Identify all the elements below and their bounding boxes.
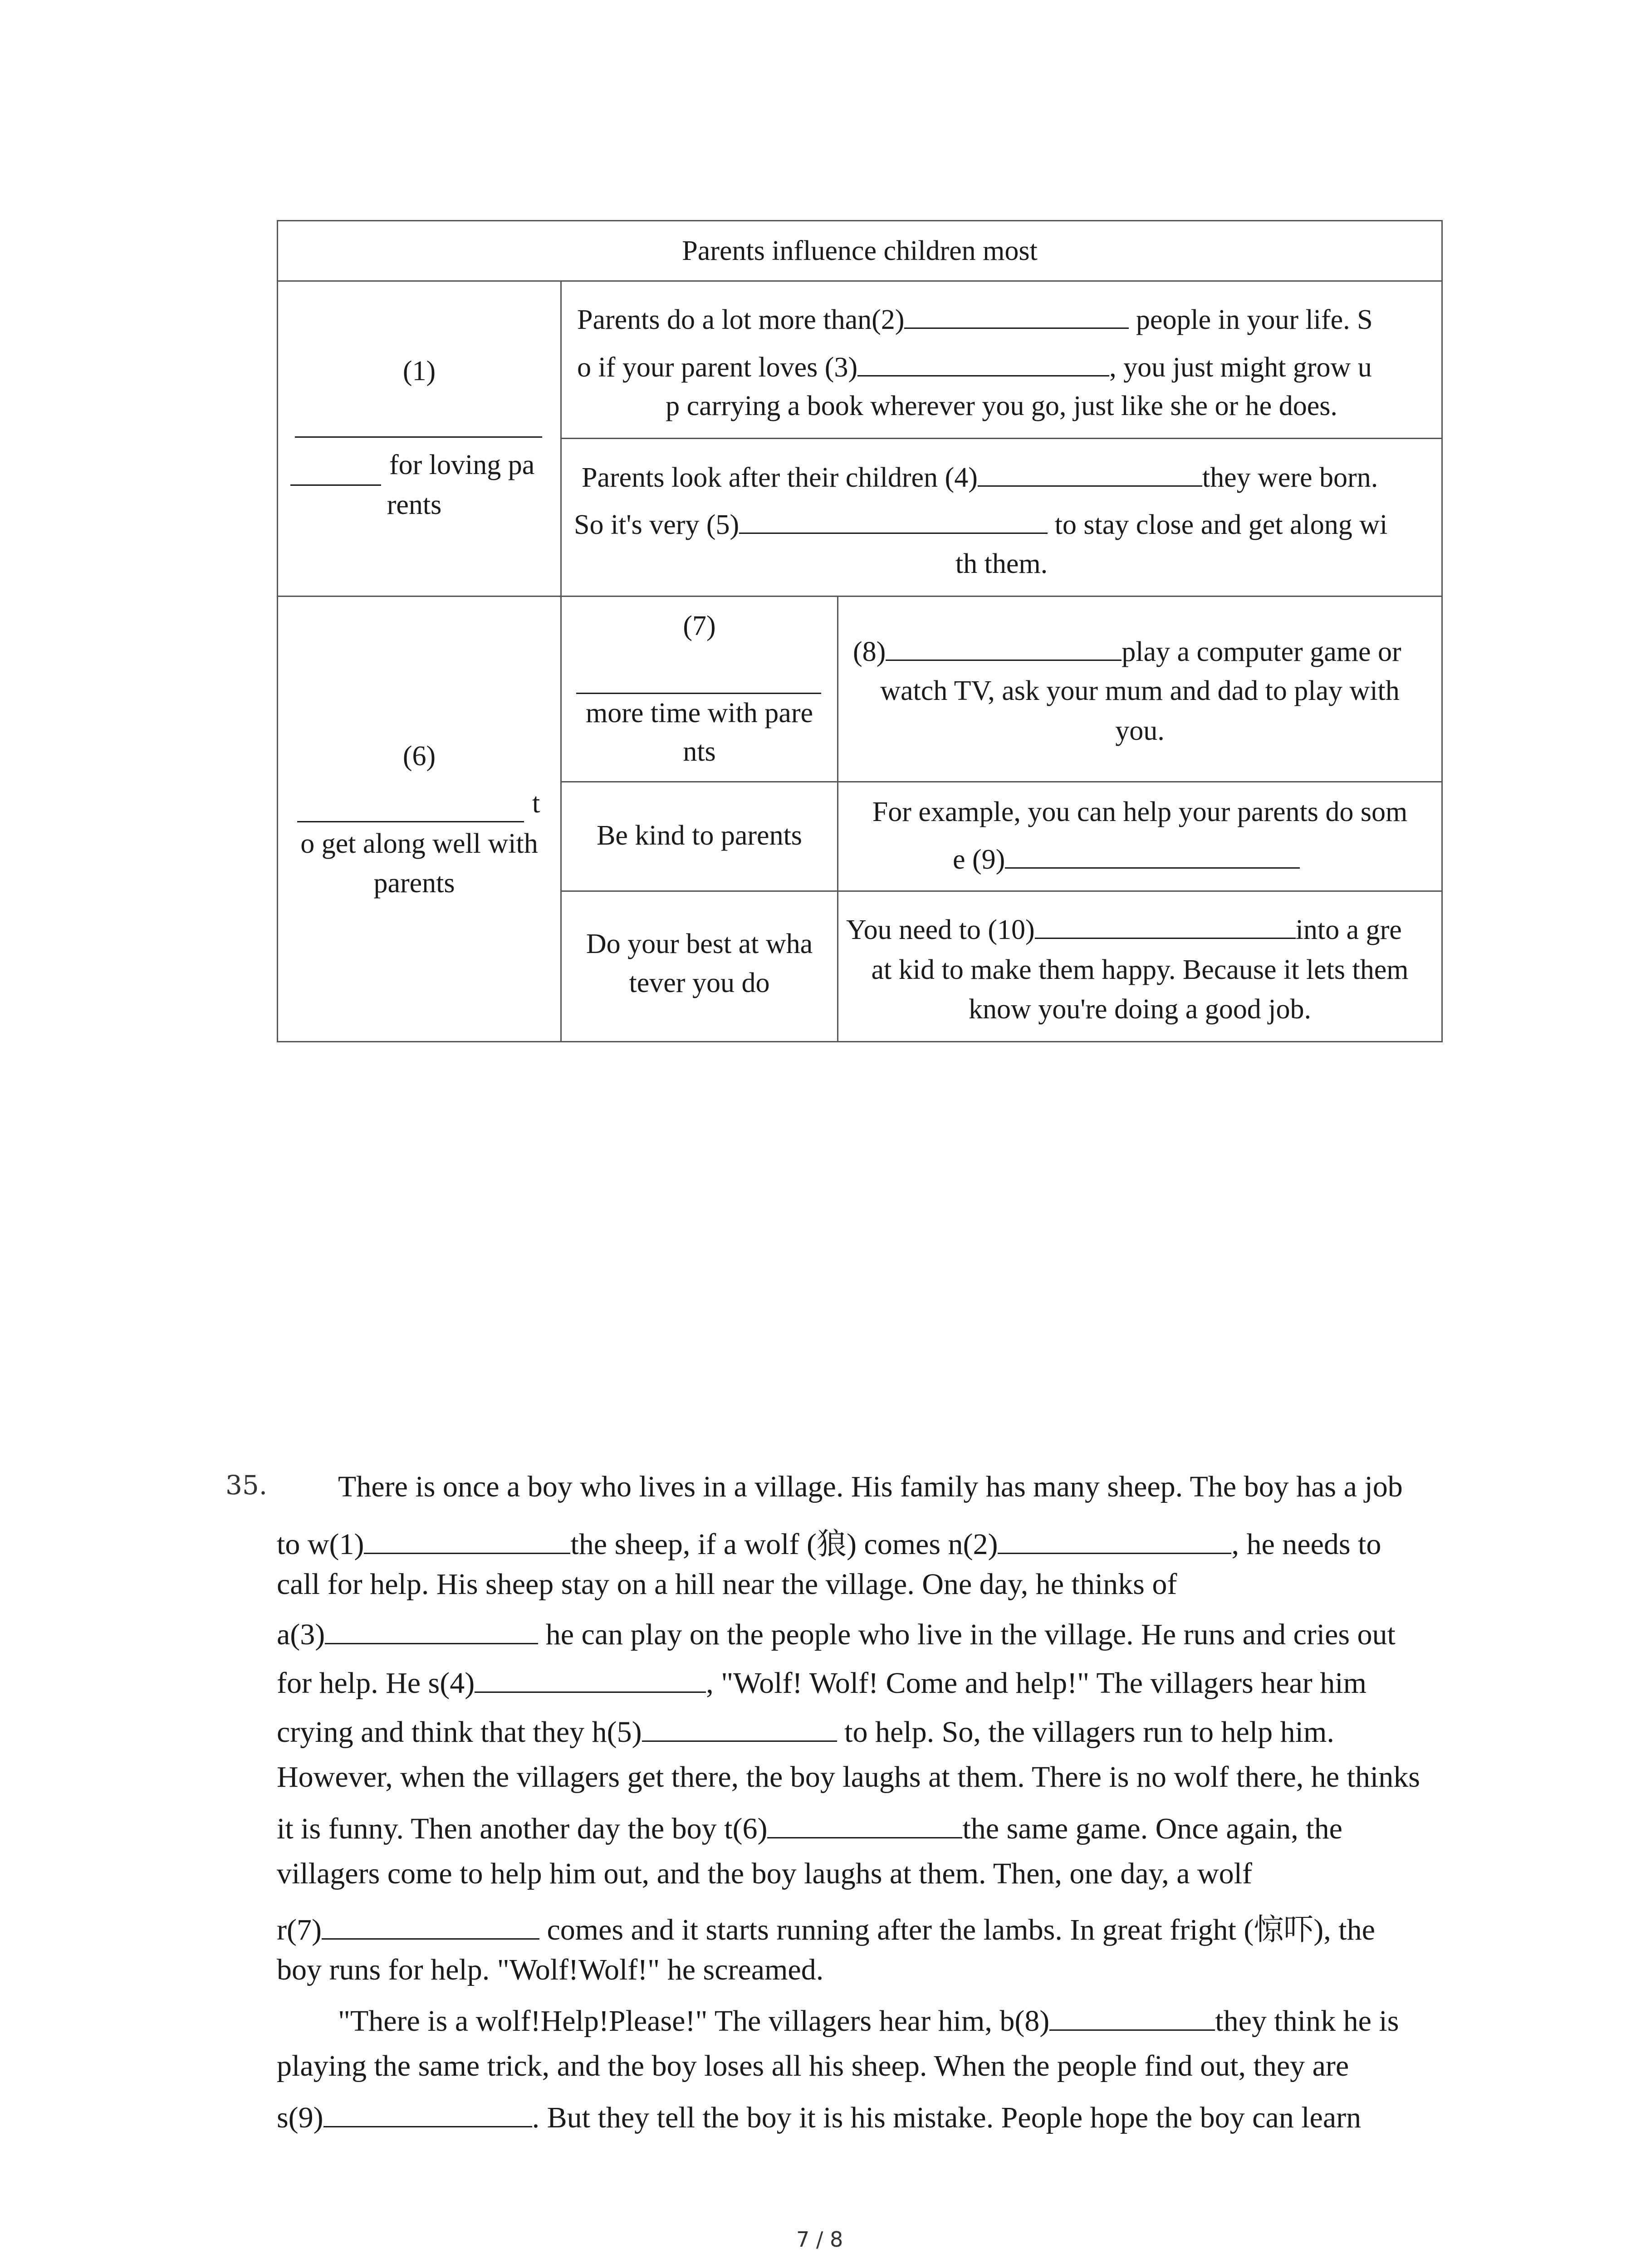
row1-label-number: (1) bbox=[402, 356, 436, 386]
answer-blank-8[interactable] bbox=[886, 631, 1122, 661]
row1-label-text-cont: rents bbox=[387, 489, 442, 520]
table-rule bbox=[277, 596, 1443, 597]
passage-line: boy runs for help. "Wolf!Wolf!" he screamed. bbox=[277, 1953, 824, 1986]
sub3-desc-line1: You need to (10) into a gre bbox=[846, 909, 1402, 950]
sub2-label: Be kind to parents bbox=[597, 820, 802, 851]
passage-line: playing the same trick, and the boy loses all his sheep. When the people find out, they are bbox=[277, 2049, 1349, 2082]
table-border-right bbox=[1441, 220, 1443, 1042]
passage-line: r(7) comes and it starts running after the lambs. In great fright (惊吓), the bbox=[277, 1905, 1375, 1948]
sub3-desc-line3: know you're doing a good job. bbox=[968, 994, 1312, 1025]
row2-label-line3: parents bbox=[373, 868, 455, 899]
passage-line: a(3) he can play on the people who live in the village. He runs and cries out bbox=[277, 1615, 1396, 1652]
passage-line: villagers come to help him out, and the boy laughs at them. Then, one day, a wolf bbox=[277, 1857, 1252, 1890]
sub2-desc-line2: e (9) bbox=[953, 839, 1300, 880]
sub1-desc-line3: you. bbox=[1115, 715, 1165, 746]
question-number: 35. bbox=[225, 1470, 268, 1501]
sub1-desc-line1: (8) play a computer game or bbox=[853, 631, 1401, 672]
passage-line: crying and think that they h(5) to help. So, the villagers run to help him. bbox=[277, 1712, 1334, 1750]
row1b-line3: th them. bbox=[955, 548, 1048, 579]
sub1-desc-line2: watch TV, ask your mum and dad to play with bbox=[880, 675, 1400, 706]
row1b-line2: So it's very (5) to stay close and get along wi bbox=[574, 504, 1387, 545]
sub1-line2: more time with pare bbox=[586, 698, 813, 728]
sub1-line3: nts bbox=[683, 736, 716, 767]
answer-blank-3[interactable] bbox=[857, 347, 1109, 376]
row2-label-number: (6) bbox=[402, 741, 436, 772]
passage-blank-3[interactable] bbox=[325, 1615, 538, 1644]
passage-line: "There is a wolf!Help!Please!" The villagers hear him, b(8) they think he is bbox=[338, 2001, 1399, 2038]
passage-blank-5[interactable] bbox=[642, 1712, 837, 1742]
answer-blank-10[interactable] bbox=[1035, 909, 1296, 939]
passage-blank-7[interactable] bbox=[322, 1910, 539, 1940]
passage-blank-2[interactable] bbox=[998, 1525, 1231, 1554]
answer-blank-6[interactable] bbox=[297, 821, 524, 822]
answer-blank-1[interactable] bbox=[295, 436, 542, 438]
row1a-line2: o if your parent loves (3) , you just might grow u bbox=[577, 347, 1372, 388]
passage-line: to w(1) the sheep, if a wolf (狼) comes n(2) , he needs to bbox=[277, 1520, 1381, 1563]
row1a-line3: p carrying a book wherever you go, just like she or he does. bbox=[666, 391, 1337, 421]
passage-line: There is once a boy who lives in a village. His family has many sheep. The boy has a job bbox=[338, 1470, 1403, 1503]
table-border-top bbox=[277, 220, 1443, 221]
passage-line: However, when the villagers get there, the boy laughs at them. There is no wolf there, he thinks bbox=[277, 1760, 1420, 1794]
answer-blank-2[interactable] bbox=[904, 299, 1129, 329]
row2-label-line2: o get along well with bbox=[300, 828, 538, 859]
answer-blank-5[interactable] bbox=[739, 504, 1048, 534]
sub1-number: (7) bbox=[683, 611, 716, 641]
passage-line: for help. He s(4) , "Wolf! Wolf! Come and help!" The villagers hear him bbox=[277, 1663, 1367, 1701]
table-border-bottom bbox=[277, 1041, 1443, 1042]
sub3-desc-line2: at kid to make them happy. Because it lets them bbox=[871, 954, 1409, 985]
answer-blank-9[interactable] bbox=[1005, 839, 1300, 869]
passage-line: it is funny. Then another day the boy t(6) the same game. Once again, the bbox=[277, 1809, 1342, 1846]
row1-label-text: for loving pa bbox=[389, 450, 535, 480]
passage-blank-9[interactable] bbox=[323, 2098, 532, 2127]
sub3-line1: Do your best at wha bbox=[586, 929, 813, 959]
page-number: 7 / 8 bbox=[796, 2227, 843, 2252]
row1a-line1: Parents do a lot more than(2) people in your life. S bbox=[577, 299, 1373, 340]
table-rule bbox=[560, 438, 1443, 439]
answer-blank-4[interactable] bbox=[978, 457, 1202, 487]
table-rule bbox=[560, 781, 1443, 782]
table-border-left bbox=[277, 220, 278, 1042]
row2-label-t: t bbox=[532, 788, 540, 819]
table-rule bbox=[277, 280, 1443, 282]
table-title: Parents influence children most bbox=[682, 235, 1038, 266]
row1b-line1: Parents look after their children (4) they were born. bbox=[582, 457, 1378, 498]
passage-blank-4[interactable] bbox=[475, 1663, 706, 1693]
passage-line: s(9) . But they tell the boy it is his mistake. People hope the boy can learn bbox=[277, 2098, 1361, 2135]
passage-blank-1[interactable] bbox=[364, 1525, 570, 1554]
sub3-line2: tever you do bbox=[629, 968, 770, 998]
sub2-desc-line1: For example, you can help your parents do som bbox=[872, 797, 1408, 827]
passage-line: call for help. His sheep stay on a hill near the village. One day, he thinks of bbox=[277, 1568, 1177, 1601]
passage-blank-8[interactable] bbox=[1049, 2001, 1215, 2031]
passage-blank-6[interactable] bbox=[767, 1809, 962, 1838]
table-rule bbox=[560, 890, 1443, 892]
